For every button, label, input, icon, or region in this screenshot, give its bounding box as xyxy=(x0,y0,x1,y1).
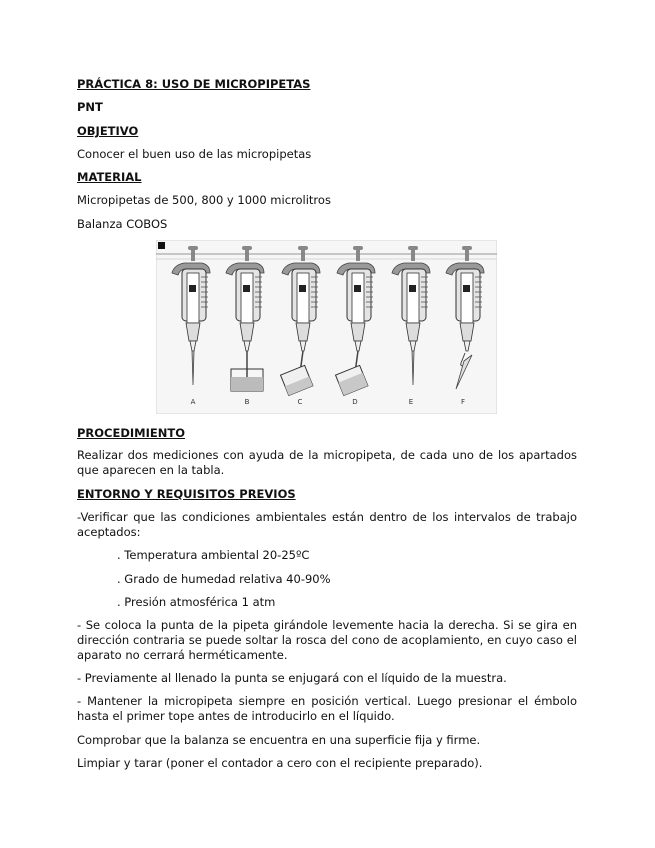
procedimiento-heading: PROCEDIMIENTO xyxy=(77,426,186,440)
paragraph: - Previamente al llenado la punta se enjugará con el líquido de la muestra. xyxy=(77,671,507,685)
objetivo-heading: OBJETIVO xyxy=(77,124,139,138)
entorno-intro: -Verificar que las condiciones ambientales están dentro de los intervalos de trabajo aceptados: xyxy=(77,510,577,539)
procedimiento-text: Realizar dos mediciones con ayuda de la micropipeta, de cada uno de los apartados que aparecen en la tabla. xyxy=(77,448,577,477)
figure-label-b: B xyxy=(244,398,250,406)
micropipette-figure xyxy=(156,240,497,414)
figure-label-d: D xyxy=(352,398,358,406)
figure-label-e: E xyxy=(408,398,414,406)
material-item: Balanza COBOS xyxy=(77,217,168,231)
objetivo-text: Conocer el buen uso de las micropipetas xyxy=(77,147,312,161)
material-heading: MATERIAL xyxy=(77,170,142,184)
page-title: PRÁCTICA 8: USO DE MICROPIPETAS xyxy=(77,77,311,91)
paragraph: Limpiar y tarar (poner el contador a cero con el recipiente preparado). xyxy=(77,756,483,770)
condition-item: . Temperatura ambiental 20-25ºC xyxy=(117,548,310,562)
paragraph: - Se coloca la punta de la pipeta girándole levemente hacia la derecha. Si se gira en dirección contraria se puede soltar la rosca del cono de acoplamiento, en cuyo caso el aparato no cerrará herméticamente. xyxy=(77,618,577,662)
condition-item: . Presión atmosférica 1 atm xyxy=(117,595,276,609)
condition-item: . Grado de humedad relativa 40-90% xyxy=(117,572,331,586)
paragraph: Comprobar que la balanza se encuentra en una superficie fija y firme. xyxy=(77,733,481,747)
entorno-heading: ENTORNO Y REQUISITOS PREVIOS xyxy=(77,487,296,501)
paragraph: - Mantener la micropipeta siempre en posición vertical. Luego presionar el émbolo hasta el primer tope antes de introducirlo en el líquido. xyxy=(77,694,577,723)
pnt-label: PNT xyxy=(77,100,103,114)
figure-label-a: A xyxy=(190,398,196,406)
material-item: Micropipetas de 500, 800 y 1000 microlitros xyxy=(77,193,331,207)
figure-label-c: C xyxy=(297,398,303,406)
figure-label-f: F xyxy=(460,398,466,406)
